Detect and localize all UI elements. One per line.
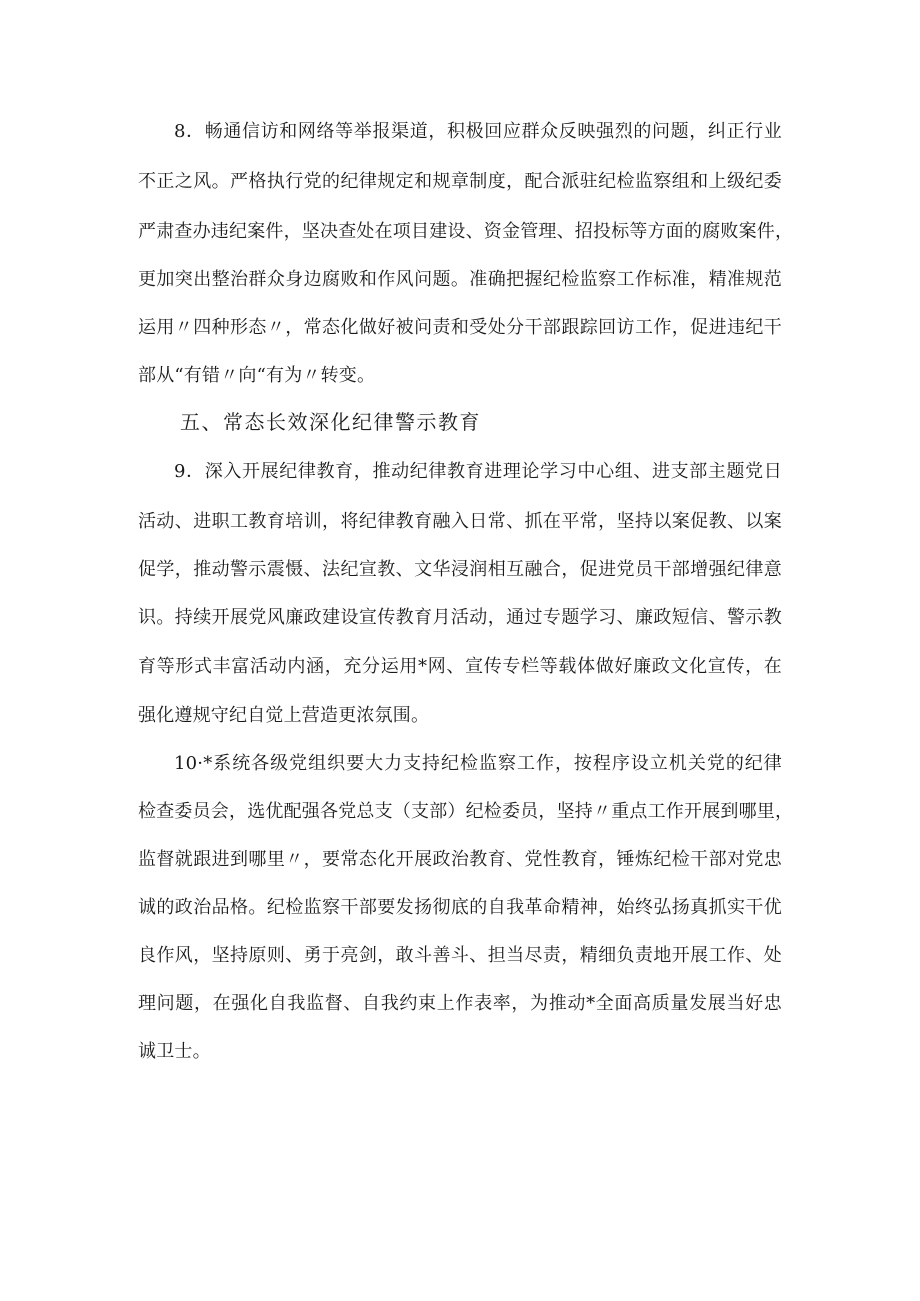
paragraph-line: 8．畅通信访和网络等举报渠道，积极回应群众反映强烈的问题，纠正行业	[174, 121, 782, 142]
paragraph-line: 不正之风。严格执行党的纪律规定和规章制度，配合派驻纪检监察组和上级纪委	[138, 171, 782, 192]
paragraph-line: 部从“有错〃向“有为〃转变。	[138, 365, 376, 386]
paragraph-line: 理问题，在强化自我监督、自我约束上作表率，为推动*全面高质量发展当好忠	[138, 993, 782, 1014]
paragraph-line: 检查委员会，选优配强各党总支（支部）纪检委员，坚持〃重点工作开展到哪里，	[138, 801, 794, 822]
paragraph-line: 监督就跟进到哪里〃，要常态化开展政治教育、党性教育，锤炼纪检干部对党忠	[138, 849, 782, 870]
paragraph-line: 良作风，坚持原则、勇于亮剑，敢斗善斗、担当尽责，精细负责地开展工作、处	[138, 945, 782, 966]
paragraph-line: 9．深入开展纪律教育，推动纪律教育进理论学习中心组、进支部主题党日	[174, 461, 782, 482]
paragraph-line: 强化遵规守纪自觉上营造更浓氛围。	[138, 705, 430, 726]
paragraph-line: 10·*系统各级党组织要大力支持纪检监察工作，按程序设立机关党的纪律	[174, 753, 782, 774]
paragraph-line: 识。持续开展党风廉政建设宣传教育月活动，通过专题学习、廉政短信、警示教	[138, 607, 782, 628]
paragraph-line: 诚的政治品格。纪检监察干部要发扬彻底的自我革命精神，始终弘扬真抓实干优	[138, 897, 782, 918]
paragraph-line: 育等形式丰富活动内涵，充分运用*网、宣传专栏等载体做好廉政文化宣传，在	[138, 656, 782, 677]
paragraph-line: 活动、进职工教育培训，将纪律教育融入日常、抓在平常，坚持以案促教、以案	[138, 511, 782, 532]
paragraph-line: 运用〃四种形态〃，常态化做好被问责和受处分干部跟踪回访工作，促进违纪干	[138, 317, 782, 338]
paragraph-line: 严肃查办违纪案件，坚决查处在项目建设、资金管理、招投标等方面的腐败案件，	[138, 221, 794, 242]
paragraph-line: 诚卫士。	[138, 1041, 211, 1062]
paragraph-line: 更加突出整治群众身边腐败和作风问题。准确把握纪检监察工作标准，精准规范	[138, 269, 782, 290]
section-heading: 五、常态长效深化纪律警示教育	[180, 410, 481, 434]
paragraph-line: 促学，推动警示震慑、法纪宣教、文华浸润相互融合，促进党员干部增强纪律意	[138, 559, 782, 580]
